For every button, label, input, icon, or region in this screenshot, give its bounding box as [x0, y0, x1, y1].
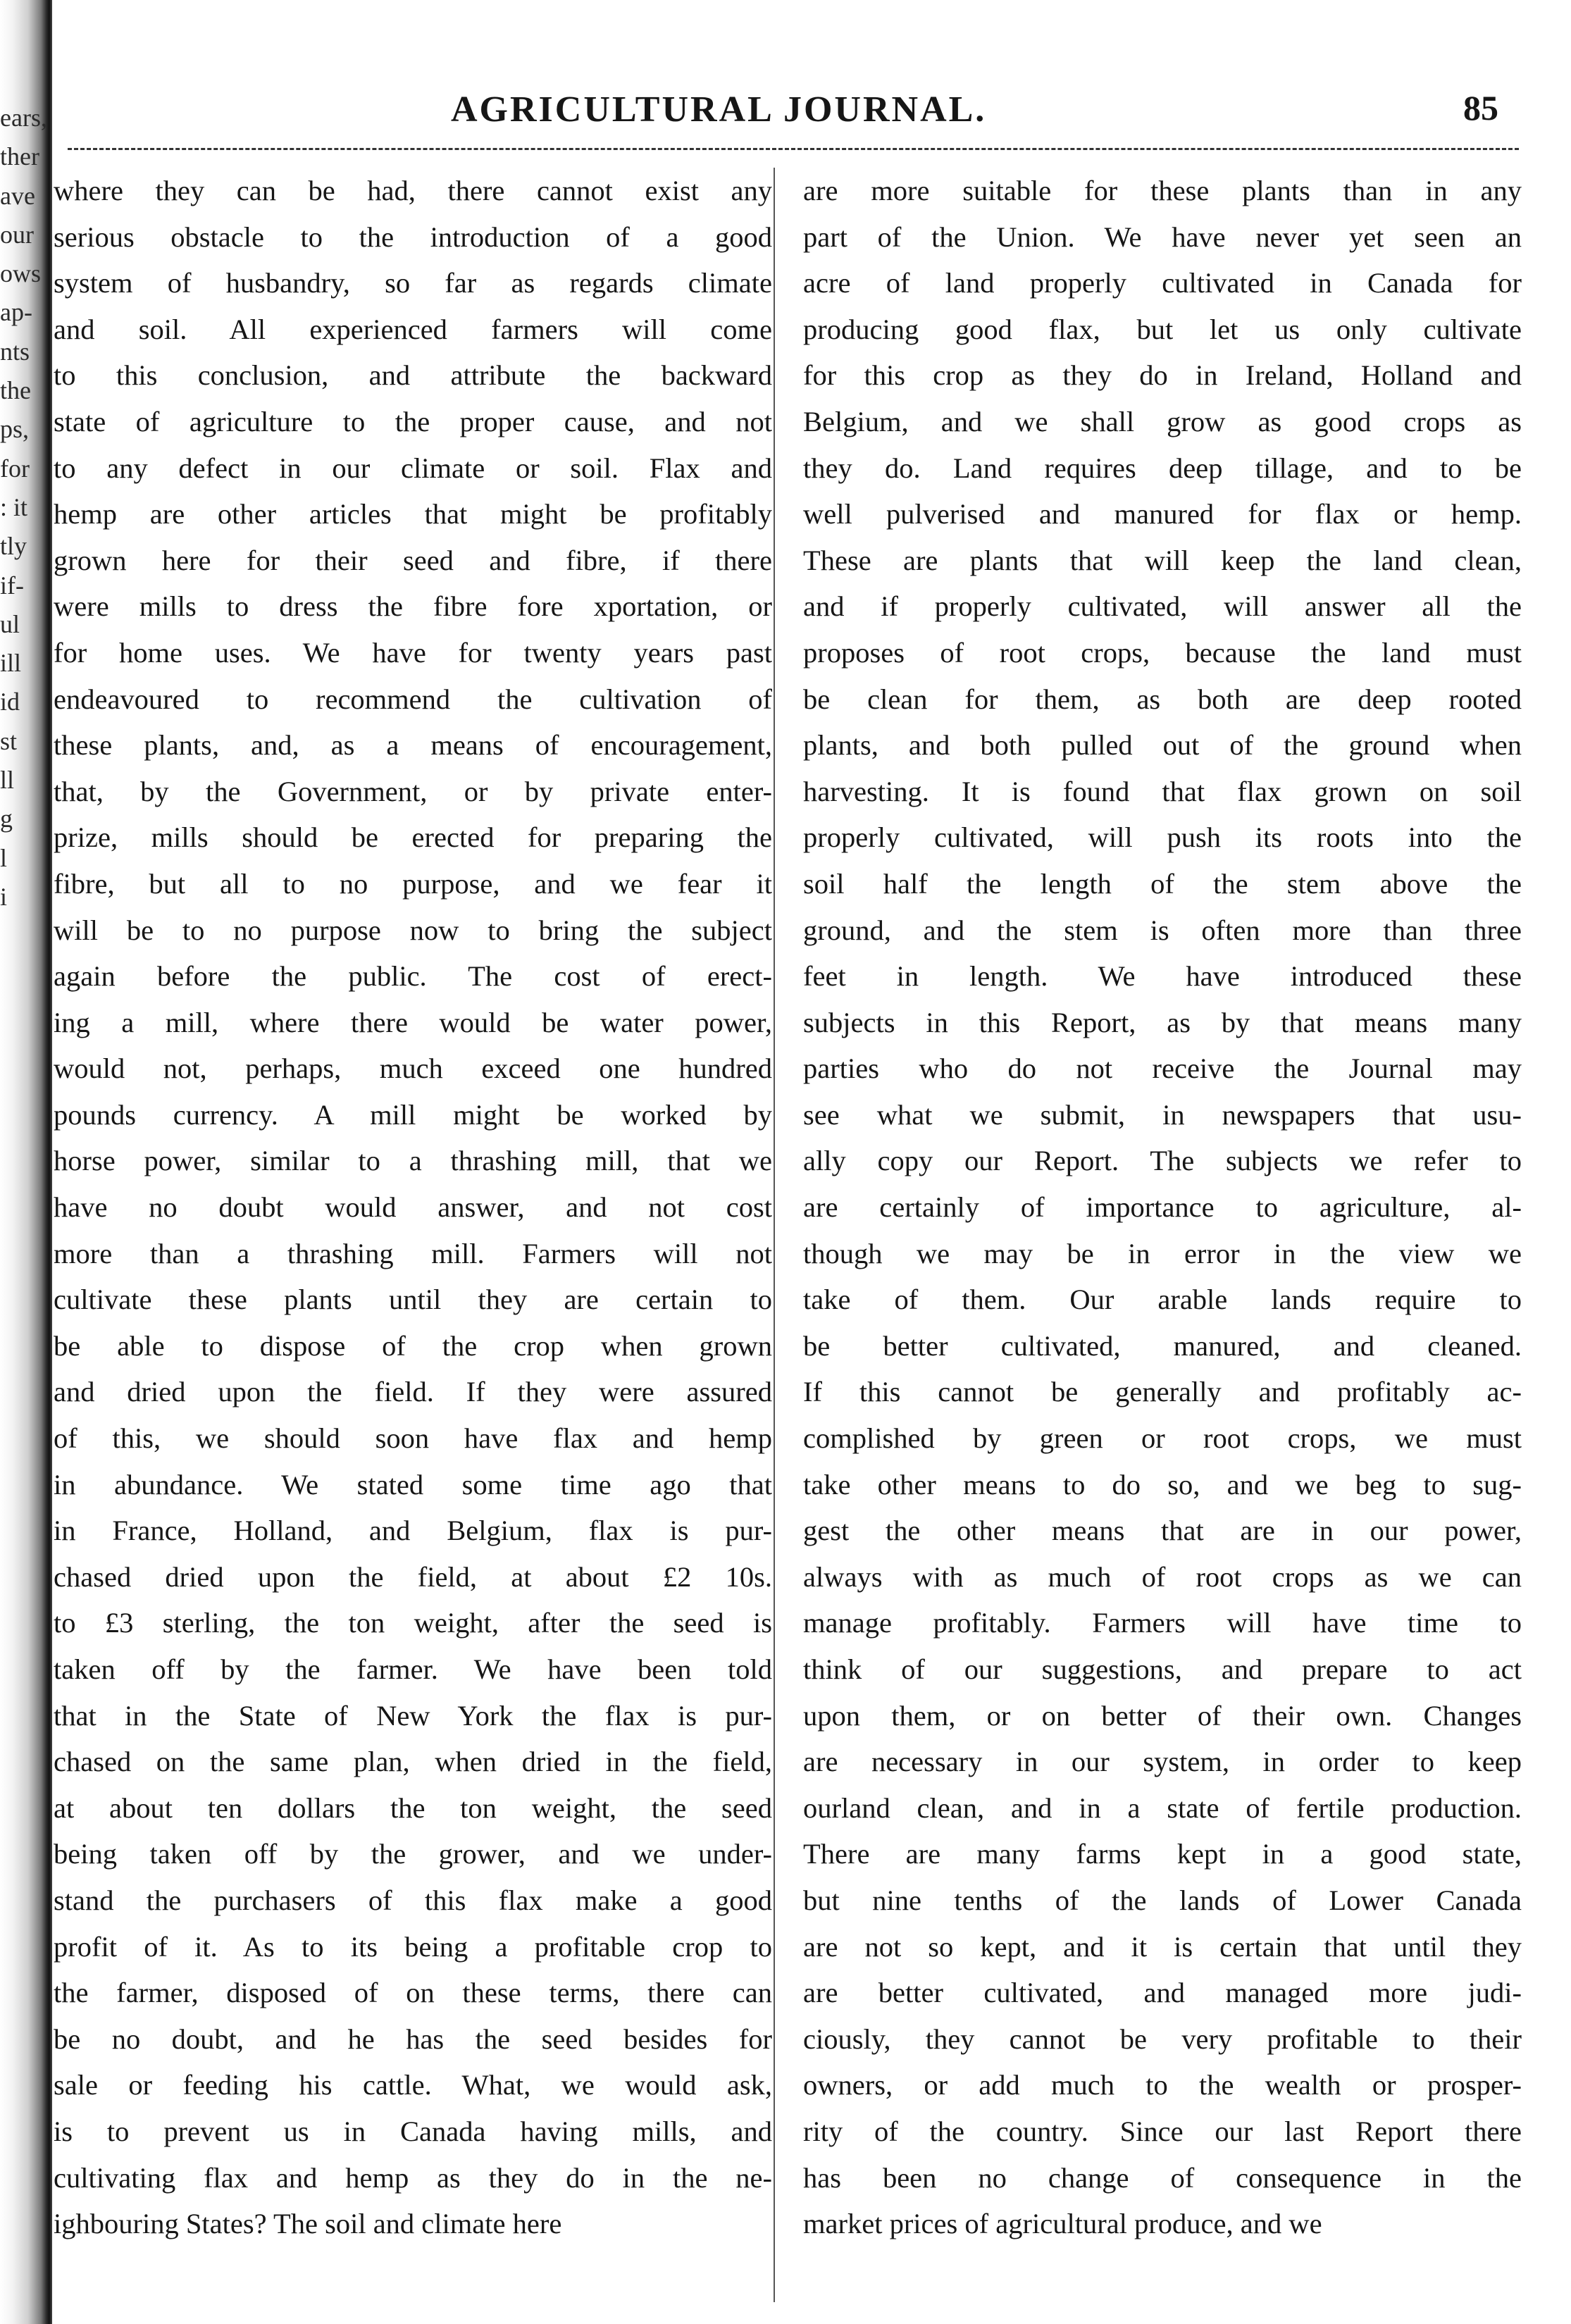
text-line: take of them. Our arable lands require to [803, 1284, 1522, 1316]
text-line: feet in length. We have introduced these [803, 960, 1522, 993]
column-divider [774, 168, 775, 2302]
margin-fragment: ave [0, 181, 35, 210]
margin-fragment: ears, [0, 104, 47, 132]
text-line: more than a thrashing mill. Farmers will not [54, 1237, 772, 1269]
previous-page-margin-text [0, 99, 47, 916]
text-line: but nine tenths of the lands of Lower Canada [803, 1884, 1522, 1916]
text-line: in abundance. We stated some time ago that [54, 1468, 772, 1500]
text-line: complished by green or root crops, we must [803, 1422, 1522, 1455]
text-line: would not, perhaps, much exceed one hundred [54, 1052, 772, 1085]
text-line: cultivating flax and hemp as they do in the ne- [54, 2161, 772, 2194]
margin-fragment: ows [0, 259, 42, 288]
text-line: upon them, or on better of their own. Changes [803, 1699, 1522, 1732]
text-line: ciously, they cannot be very profitable to their [803, 2022, 1522, 2055]
text-line: have no doubt would answer, and not cost [54, 1191, 772, 1224]
text-line: in France, Holland, and Belgium, flax is pur- [54, 1515, 772, 1547]
text-line: acre of land properly cultivated in Canada for [803, 267, 1522, 299]
text-line: again before the public. The cost of erect- [54, 960, 772, 993]
text-line: think of our suggestions, and prepare to act [803, 1653, 1522, 1685]
text-line: are better cultivated, and managed more judi- [803, 1977, 1522, 2009]
text-line: These are plants that will keep the land clean, [803, 544, 1522, 576]
text-line: chased on the same plan, when dried in the field, [54, 1746, 772, 1778]
text-line: pounds currency. A mill might be worked by [54, 1098, 772, 1131]
text-line: to this conclusion, and attribute the backward [54, 359, 772, 392]
text-line: where they can be had, there cannot exist any [54, 175, 772, 206]
text-line: to £3 sterling, the ton weight, after the seed is [54, 1607, 772, 1639]
margin-fragment: st [0, 726, 18, 755]
margin-fragment: id [0, 688, 20, 716]
text-line: If this cannot be generally and profitably ac- [803, 1376, 1522, 1408]
text-line: see what we submit, in newspapers that usu- [803, 1098, 1522, 1131]
text-line: is to prevent us in Canada having mills, and [54, 2115, 772, 2147]
text-line: soil half the length of the stem above the [803, 867, 1522, 900]
margin-fragment: our [0, 220, 34, 249]
text-line: gest the other means that are in our power, [803, 1515, 1522, 1547]
text-line: owners, or add much to the wealth or prosper- [803, 2069, 1522, 2101]
text-line: and dried upon the field. If they were assured [54, 1376, 772, 1408]
header-rule [68, 148, 1519, 150]
text-line: harvesting. It is found that flax grown on soil [803, 775, 1522, 807]
text-line: that, by the Government, or by private enter- [54, 775, 772, 807]
text-line: and soil. All experienced farmers will come [54, 313, 772, 345]
text-line: chased dried upon the field, at about £2 10s. [54, 1560, 772, 1593]
margin-fragment: ul [0, 609, 20, 638]
margin-fragment: ps, [0, 415, 30, 444]
text-line: they do. Land requires deep tillage, and to be [803, 452, 1522, 484]
text-line: manage profitably. Farmers will have time to [803, 1607, 1522, 1639]
text-line: are not so kept, and it is certain that until they [803, 1930, 1522, 1963]
text-line: fibre, but all to no purpose, and we fear it [54, 867, 772, 900]
text-line: and if properly cultivated, will answer all the [803, 590, 1522, 623]
margin-fragment: the [0, 376, 31, 405]
text-line: market prices of agricultural produce, and we [803, 2208, 1322, 2240]
margin-fragment: ll [0, 766, 15, 795]
text-line: for this crop as they do in Ireland, Holland and [803, 359, 1522, 392]
margin-fragment: l [0, 843, 8, 872]
text-line: has been no change of consequence in the [803, 2161, 1522, 2194]
text-line: are more suitable for these plants than in any [803, 175, 1522, 206]
text-line: proposes of root crops, because the land must [803, 636, 1522, 669]
text-line: prize, mills should be erected for preparing the [54, 821, 772, 854]
margin-fragment: for [0, 454, 30, 483]
text-line: state of agriculture to the proper cause, and not [54, 405, 772, 437]
margin-fragment: : it [0, 492, 28, 521]
text-line: There are many farms kept in a good state, [803, 1838, 1522, 1870]
text-line: parties who do not receive the Journal may [803, 1052, 1522, 1085]
text-line: will be to no purpose now to bring the subject [54, 914, 772, 946]
text-line: to any defect in our climate or soil. Flax and [54, 452, 772, 484]
text-line: rity of the country. Since our last Report there [803, 2115, 1522, 2147]
text-line: cultivate these plants until they are certain to [54, 1284, 772, 1316]
text-line: ighbouring States? The soil and climate here [54, 2208, 562, 2240]
text-line: of this, we should soon have flax and hemp [54, 1422, 772, 1455]
text-line: Belgium, and we shall grow as good crops as [803, 405, 1522, 437]
text-line: taken off by the farmer. We have been told [54, 1653, 772, 1685]
text-line: are necessary in our system, in order to keep [803, 1746, 1522, 1778]
text-line: at about ten dollars the ton weight, the seed [54, 1791, 772, 1824]
margin-fragment: if- [0, 571, 24, 599]
text-line: being taken off by the grower, and we under- [54, 1838, 772, 1870]
text-line: take other means to do so, and we beg to sug- [803, 1468, 1522, 1500]
text-line: though we may be in error in the view we [803, 1237, 1522, 1269]
margin-fragment: ill [0, 649, 22, 678]
text-line: be clean for them, as both are deep rooted [803, 683, 1522, 715]
text-line: ground, and the stem is often more than three [803, 914, 1522, 946]
margin-fragment: g [0, 804, 13, 833]
text-line: producing good flax, but let us only cultivate [803, 313, 1522, 345]
text-line: be able to dispose of the crop when grown [54, 1329, 772, 1362]
text-line: endeavoured to recommend the cultivation of [54, 683, 772, 715]
text-line: ally copy our Report. The subjects we refer to [803, 1145, 1522, 1177]
margin-fragment: ap- [0, 298, 32, 327]
text-line: plants, and both pulled out of the ground when [803, 729, 1522, 762]
margin-fragment: i [0, 882, 8, 911]
margin-fragment: tly [0, 532, 27, 561]
text-line: for home uses. We have for twenty years past [54, 636, 772, 669]
text-line: are certainly of importance to agriculture, al- [803, 1191, 1522, 1224]
text-line: system of husbandry, so far as regards climate [54, 267, 772, 299]
text-line: that in the State of New York the flax is pur- [54, 1699, 772, 1732]
margin-fragment: ther [0, 142, 39, 171]
text-line: subjects in this Report, as by that means many [803, 1006, 1522, 1038]
margin-fragment: nts [0, 337, 30, 366]
text-line: part of the Union. We have never yet seen an [803, 220, 1522, 253]
text-line: hemp are other articles that might be profitably [54, 498, 772, 530]
text-line: stand the purchasers of this flax make a good [54, 1884, 772, 1916]
left-column [54, 168, 772, 2247]
text-line: ourland clean, and in a state of fertile production. [803, 1791, 1522, 1824]
text-line: these plants, and, as a means of encouragement, [54, 729, 772, 762]
text-line: serious obstacle to the introduction of a good [54, 220, 772, 253]
page-number: 85 [1463, 88, 1498, 128]
text-line: always with as much of root crops as we can [803, 1560, 1522, 1593]
right-column [803, 168, 1522, 2247]
text-line: grown here for their seed and fibre, if there [54, 544, 772, 576]
text-line: be no doubt, and he has the seed besides for [54, 2022, 772, 2055]
text-line: horse power, similar to a thrashing mill, that we [54, 1145, 772, 1177]
text-line: sale or feeding his cattle. What, we would ask, [54, 2069, 772, 2101]
running-header: AGRICULTURAL JOURNAL. [451, 89, 987, 130]
text-line: be better cultivated, manured, and cleaned. [803, 1329, 1522, 1362]
text-line: properly cultivated, will push its roots into the [803, 821, 1522, 854]
text-line: well pulverised and manured for flax or hemp. [803, 498, 1522, 530]
text-line: were mills to dress the fibre fore xportation, or [54, 590, 772, 623]
text-line: ing a mill, where there would be water power, [54, 1006, 772, 1038]
text-line: the farmer, disposed of on these terms, there can [54, 1977, 772, 2009]
text-line: profit of it. As to its being a profitable crop to [54, 1930, 772, 1963]
